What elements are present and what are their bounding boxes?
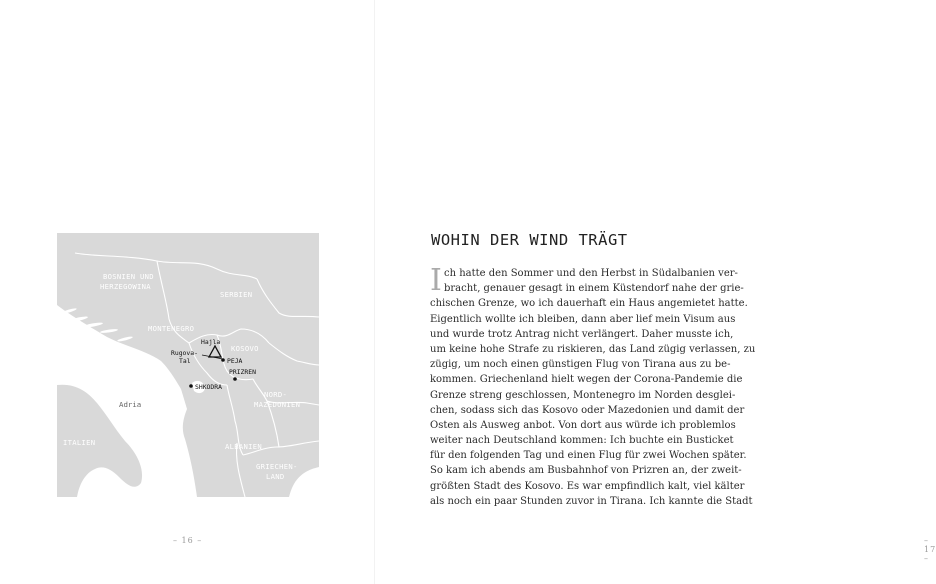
body-line: bracht, genauer gesagt in einem Küstendorf nahe der grie- [444,283,744,295]
body-line: größten Stadt des Kosovo. Es war empfindlich kalt, viel kälter [430,480,745,492]
label-bosnia-2: HERZEGOWINA [100,282,151,291]
body-line: Grenze streng geschlossen, Montenegro im Norden desglei- [430,389,736,401]
body-line: Osten als Ausweg anbot. Von dort aus würde ich problemlos [430,419,736,431]
label-rugova-2: Tal [179,357,191,365]
label-italy: ITALIEN [63,438,96,447]
label-hajla: Hajla [201,338,221,346]
body-line: chen, sodass sich das Kosovo oder Mazedonien und damit der [430,404,745,416]
body-line: um keine hohe Strafe zu riskieren, das Land zügig verlassen, zu [430,343,756,355]
body-line: So kam ich abends am Busbahnhof von Prizren an, der zweit- [430,465,742,477]
right-page [375,0,936,584]
body-line: als noch ein paar Stunden zuvor in Tirana. Ich kannte die Stadt [430,495,753,507]
body-line: für den folgenden Tag und einen Flug für zwei Wochen später. [430,450,747,462]
body-line: ch hatte den Sommer und den Herbst in Südalbanien ver- [444,268,738,279]
label-serbia: SERBIEN [220,290,253,299]
label-prizren: PRIZREN [229,368,256,376]
prizren-dot [233,377,237,381]
drop-cap: I [430,263,442,298]
peja-dot [221,358,225,362]
label-greece-2: LAND [266,472,285,481]
label-north-macedonia-2: MAZEDONIEN [254,400,301,409]
map-graphic [57,233,319,497]
page-number-right: – 17 – [924,536,936,563]
body-line: kommen. Griechenland hielt wegen der Corona-Pandemie die [430,374,743,386]
label-adriatic: Adria [119,400,142,409]
label-shkodra: SHKODRA [195,383,222,391]
chapter-title: WOHIN DER WIND TRÄGT [431,231,628,249]
label-albania: ALBANIEN [225,442,263,451]
body-text [430,263,756,509]
page-number-left: – 16 – [173,536,203,545]
balkan-map [57,233,319,497]
body-line: Eigentlich wollte ich bleiben, dann aber lief mein Visum aus [430,313,736,325]
body-line: weiter nach Deutschland kommen: Ich buchte ein Busticket [430,435,734,447]
label-rugova-1: Rugova- [171,349,198,357]
label-greece: GRIECHEN- [256,462,298,471]
label-peja: PEJA [227,357,243,365]
label-bosnia: BOSNIEN UND [103,272,154,281]
label-kosovo: KOSOVO [231,344,259,353]
label-montenegro: MONTENEGRO [148,324,195,333]
body-line: zügig, um noch einen günstigen Flug von Tirana aus zu be- [430,359,731,371]
shkodra-dot [189,384,193,388]
body-line: und wurde trotz Antrag nicht verlängert. Daher musste ich, [430,328,734,340]
left-page [0,0,375,584]
body-line: chischen Grenze, wo ich dauerhaft ein Haus angemietet hatte. [430,298,748,310]
label-north-macedonia: NORD- [264,390,288,399]
